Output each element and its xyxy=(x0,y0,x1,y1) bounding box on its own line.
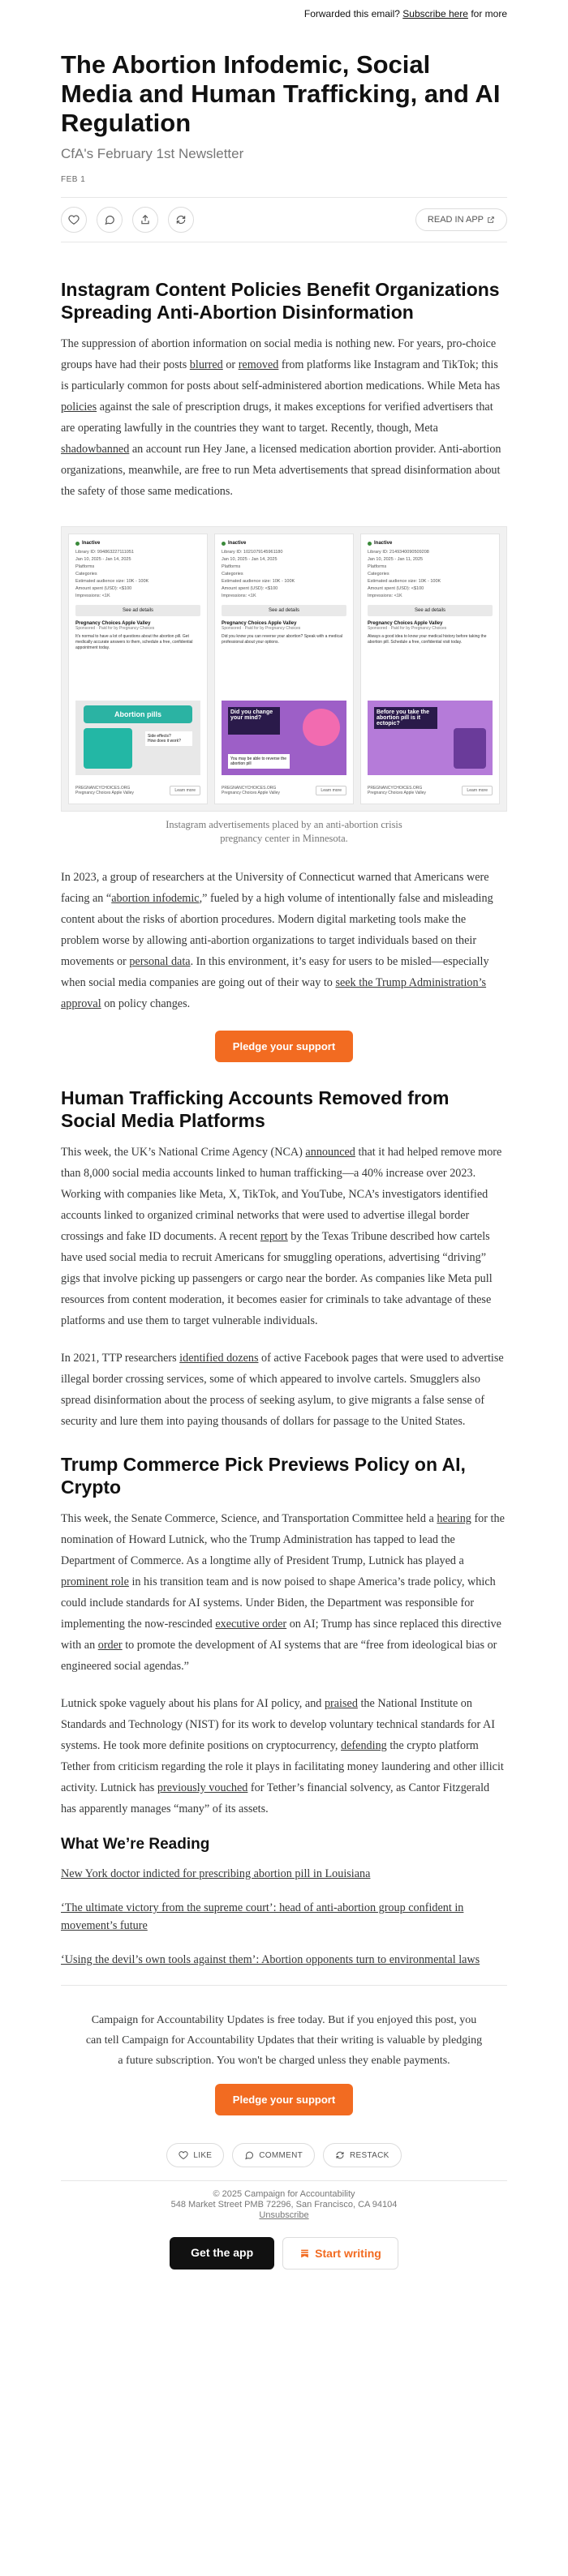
status-dot-icon xyxy=(75,542,80,546)
paragraph-trafficking-2: In 2021, TTP researchers identified dozens of active Facebook pages that were used to advertise illegal border crossing services, some of which appeared to involve cartels. Smugglers also spread disinformation about the process of seeking asylum, to give migrants a false sense of security and lure them into paying thousands of dollars for passage to the United States. xyxy=(61,1352,504,1428)
share-button[interactable] xyxy=(132,207,158,233)
link-announced[interactable]: announced xyxy=(305,1146,355,1159)
section-heading-trafficking: Human Trafficking Accounts Removed from Social Media Platforms xyxy=(61,1087,450,1131)
read-in-app-button[interactable]: READ IN APP xyxy=(415,208,507,231)
ad-image: Did you change your mind? You may be able to reverse the abortion pill xyxy=(222,701,346,775)
see-ad-details-button: See ad details xyxy=(368,605,493,616)
section-heading-instagram: Instagram Content Policies Benefit Organizations Spreading Anti-Abortion Disinformation xyxy=(61,279,500,323)
link-removed[interactable]: removed xyxy=(238,358,279,371)
pledge-support-button[interactable]: Pledge your support xyxy=(215,1031,353,1062)
section-heading-commerce: Trump Commerce Pick Previews Policy on AI, Crypto xyxy=(61,1454,466,1498)
ad-card: Inactive Library ID: 2149340090509208 Jan 10, 2025 - Jan 11, 2025 Platforms Categories Estimated audience size: 10K - 100K Amount spent (USD): <$100 Impressions: <1K See ad details Pregnancy Choices Apple Valley Sponsored · Paid for by Pregnancy Choices Always a good idea to know your medical history before taking the abortion pill. Schedule a free, confidential visit today. Before you take the abortion pill is it ectopic? PREGNANCYCHOICES.ORG Pregnancy Choices Apple Valley Learn more xyxy=(360,534,500,804)
legal-footer: © 2025 Campaign for Accountability 548 Market Street PMB 72296, San Francisco, CA 94104 Unsubscribe xyxy=(170,2189,398,2220)
ad-image: Abortion pills Side effects? How does it work? xyxy=(75,701,200,775)
external-link-icon xyxy=(487,216,495,224)
post-date: FEB 1 xyxy=(61,175,86,184)
heart-icon xyxy=(68,214,80,225)
instagram-ads-image[interactable] xyxy=(61,526,507,812)
subscribe-link[interactable]: Subscribe here xyxy=(402,8,468,19)
like-pill[interactable]: LIKE xyxy=(166,2143,224,2167)
paragraph-instagram-1: The suppression of abortion information on social media is nothing new. For years, pro-choice groups have had their posts blurred or removed from platforms like Instagram and TikTok; this is particularly common for posts about self-administered abortion medications. While Meta has policies against the sale of prescription drugs, it makes exceptions for verified advertisers that are operating lawfully in the countries they want to target. Recently, though, Meta shadowbanned an account run Hey Jane, a licensed medication abortion provider. Anti-abortion organizations, meanwhile, are free to run Meta advertisements that spread disinformation about the safety of those same medications. xyxy=(61,337,501,498)
divider xyxy=(61,2180,507,2181)
link-order[interactable]: order xyxy=(97,1639,123,1652)
unsubscribe-link[interactable]: Unsubscribe xyxy=(259,2210,309,2220)
ad-card: Inactive Library ID: 994863227111051 Jan 10, 2025 - Jan 14, 2025 Platforms Categories Estimated audience size: 10K - 100K Amount spent (USD): <$100 Impressions: <1K See ad details Pregnancy Choices Apple Valley Sponsored · Paid for by Pregnancy Choices It's normal to have a lot of questions about the abortion pill. Get medically accurate answers to them, schedule a free, confidential appointment today. Abortion pills Side effects? How does it work? PREGNANCYCHOICES.ORG Pregnancy Choices Apple Valley Learn more xyxy=(68,534,208,804)
link-executive-order[interactable]: executive order xyxy=(215,1618,287,1631)
reading-link-2[interactable]: ‘The ultimate victory from the supreme court’: head of anti-abortion group confident in movement’s future xyxy=(61,1901,464,1932)
ad-image: Before you take the abortion pill is it ectopic? xyxy=(368,701,493,775)
link-defending[interactable]: defending xyxy=(341,1739,387,1752)
share-icon xyxy=(140,214,151,225)
link-hearing[interactable]: hearing xyxy=(437,1512,471,1525)
link-prominent-role[interactable]: prominent role xyxy=(61,1575,129,1588)
comment-icon xyxy=(104,214,115,225)
status-dot-icon xyxy=(368,542,372,546)
forward-banner: Forwarded this email? Subscribe here for more xyxy=(303,8,507,19)
paragraph-trafficking-1: This week, the UK’s National Crime Agency (NCA) announced that it had helped remove more than 8,000 social media accounts linked to human trafficking—a 40% increase over 2023. Working with companies like Meta, X, TikTok, and YouTube, NCA’s investigators identified accounts linked to organized criminal networks that were used to advertise illegal border crossings and fake ID documents. A recent report by the Texas Tribune described how cartels have used social media to recruit Americans for smuggling operations, advertising “driving” gigs that involve picking up passengers or cargo near the border. As companies like Meta pull resources from content moderation, it becomes easier for criminals to take advantage of these platforms and use them to target vulnerable individuals. xyxy=(61,1146,502,1327)
comment-button[interactable] xyxy=(97,207,123,233)
see-ad-details-button: See ad details xyxy=(75,605,200,616)
paragraph-commerce-2: Lutnick spoke vaguely about his plans for AI policy, and praised the National Institute on Standards and Technology (NIST) for its work to develop voluntary technical standards for AI systems. He took more definite positions on cryptocurrency, defending the crypto platform Tether from criticism regarding the role it plays in facilitating money laundering and other illicit activity. Lutnick has previously vouched for Tether’s financial solvency, as Cantor Fitzgerald has apparently manages “many” of its assets. xyxy=(61,1697,504,1815)
post-subtitle: CfA's February 1st Newsletter xyxy=(61,146,244,161)
get-the-app-button[interactable]: Get the app xyxy=(170,2237,274,2270)
link-report[interactable]: report xyxy=(260,1230,288,1243)
link-previously-vouched[interactable]: previously vouched xyxy=(157,1781,248,1794)
link-abortion-infodemic[interactable]: abortion infodemic xyxy=(111,892,200,905)
heart-icon xyxy=(179,2150,188,2160)
link-trump-approval[interactable]: seek the Trump Administration’s approval xyxy=(61,976,487,1010)
restack-icon xyxy=(335,2150,345,2160)
comment-icon xyxy=(244,2150,254,2160)
status-dot-icon xyxy=(222,542,226,546)
link-personal-data[interactable]: personal data xyxy=(129,955,191,968)
section-heading-reading: What We’re Reading xyxy=(61,1836,210,1853)
image-caption: Instagram advertisements placed by an anti-abortion crisis pregnancy center in Minnesota. xyxy=(166,819,402,844)
reading-link-1[interactable]: New York doctor indicted for prescribing abortion pill in Louisiana xyxy=(61,1867,371,1880)
link-identified-dozens[interactable]: identified dozens xyxy=(179,1352,259,1365)
link-praised[interactable]: praised xyxy=(324,1697,358,1710)
like-button[interactable] xyxy=(61,207,87,233)
reading-link-3[interactable]: ‘Using the devil’s own tools against them’: Abortion opponents turn to environmental laws xyxy=(61,1953,480,1966)
link-policies[interactable]: policies xyxy=(61,401,97,414)
post-action-bar xyxy=(61,197,507,242)
paragraph-instagram-2: In 2023, a group of researchers at the University of Connecticut warned that Americans were facing an “abortion infodemic,” fueled by a high volume of intentionally false and misleading content about the risks of abortion procedures. Modern digital marketing tools make the problem worse by allowing anti-abortion organizations to target individuals based on their movements or personal data. In this environment, it’s easy for users to be misled—especially when social media companies are going out of their way to seek the Trump Administration’s approval on policy changes. xyxy=(61,871,493,1010)
comment-pill[interactable]: COMMENT xyxy=(232,2143,315,2167)
restack-icon xyxy=(175,214,187,225)
link-blurred[interactable]: blurred xyxy=(189,358,223,371)
link-shadowbanned[interactable]: shadowbanned xyxy=(61,443,130,456)
substack-logo-icon xyxy=(299,2248,310,2259)
post-title: The Abortion Infodemic, Social Media and Human Trafficking, and AI Regulation xyxy=(61,50,501,137)
pledge-support-button-footer[interactable]: Pledge your support xyxy=(215,2084,353,2115)
see-ad-details-button: See ad details xyxy=(222,605,346,616)
restack-pill[interactable]: RESTACK xyxy=(323,2143,402,2167)
app-cta-row xyxy=(61,2237,507,2270)
engagement-row xyxy=(61,2143,507,2167)
reading-list xyxy=(61,1865,507,1969)
start-writing-button[interactable]: Start writing xyxy=(282,2237,398,2270)
ad-card: Inactive Library ID: 1021079145961180 Jan 10, 2025 - Jan 14, 2025 Platforms Categories Estimated audience size: 10K - 100K Amount spent (USD): <$100 Impressions: <1K See ad details Pregnancy Choices Apple Valley Sponsored · Paid for by Pregnancy Choices Did you know you can reverse your abortion? Speak with a medical professional about your options. Did you change your mind? You may be able to reverse the abortion pill PREGNANCYCHOICES.ORG Pregnancy Choices Apple Valley Learn more xyxy=(214,534,354,804)
paragraph-commerce-1: This week, the Senate Commerce, Science, and Transportation Committee held a hearing for the nomination of Howard Lutnick, who the Trump Administration has tapped to lead the Department of Commerce. As a longtime ally of President Trump, Lutnick has played a prominent role in his transition team and is now poised to shape America’s trade policy, which could include standards for AI systems. Under Biden, the Department was responsible for implementing the now-rescinded executive order on AI; Trump has since replaced this directive with an order to promote the development of AI systems that are “free from ideological bias or engineered social agendas.” xyxy=(61,1512,505,1673)
restack-button[interactable] xyxy=(168,207,194,233)
pledge-note: Campaign for Accountability Updates is free today. But if you enjoyed this post, you can tell Campaign for Accountability Updates that their writing is valuable by pledging a future subscription. You won't be charged unless they enable payments. xyxy=(85,2014,483,2067)
